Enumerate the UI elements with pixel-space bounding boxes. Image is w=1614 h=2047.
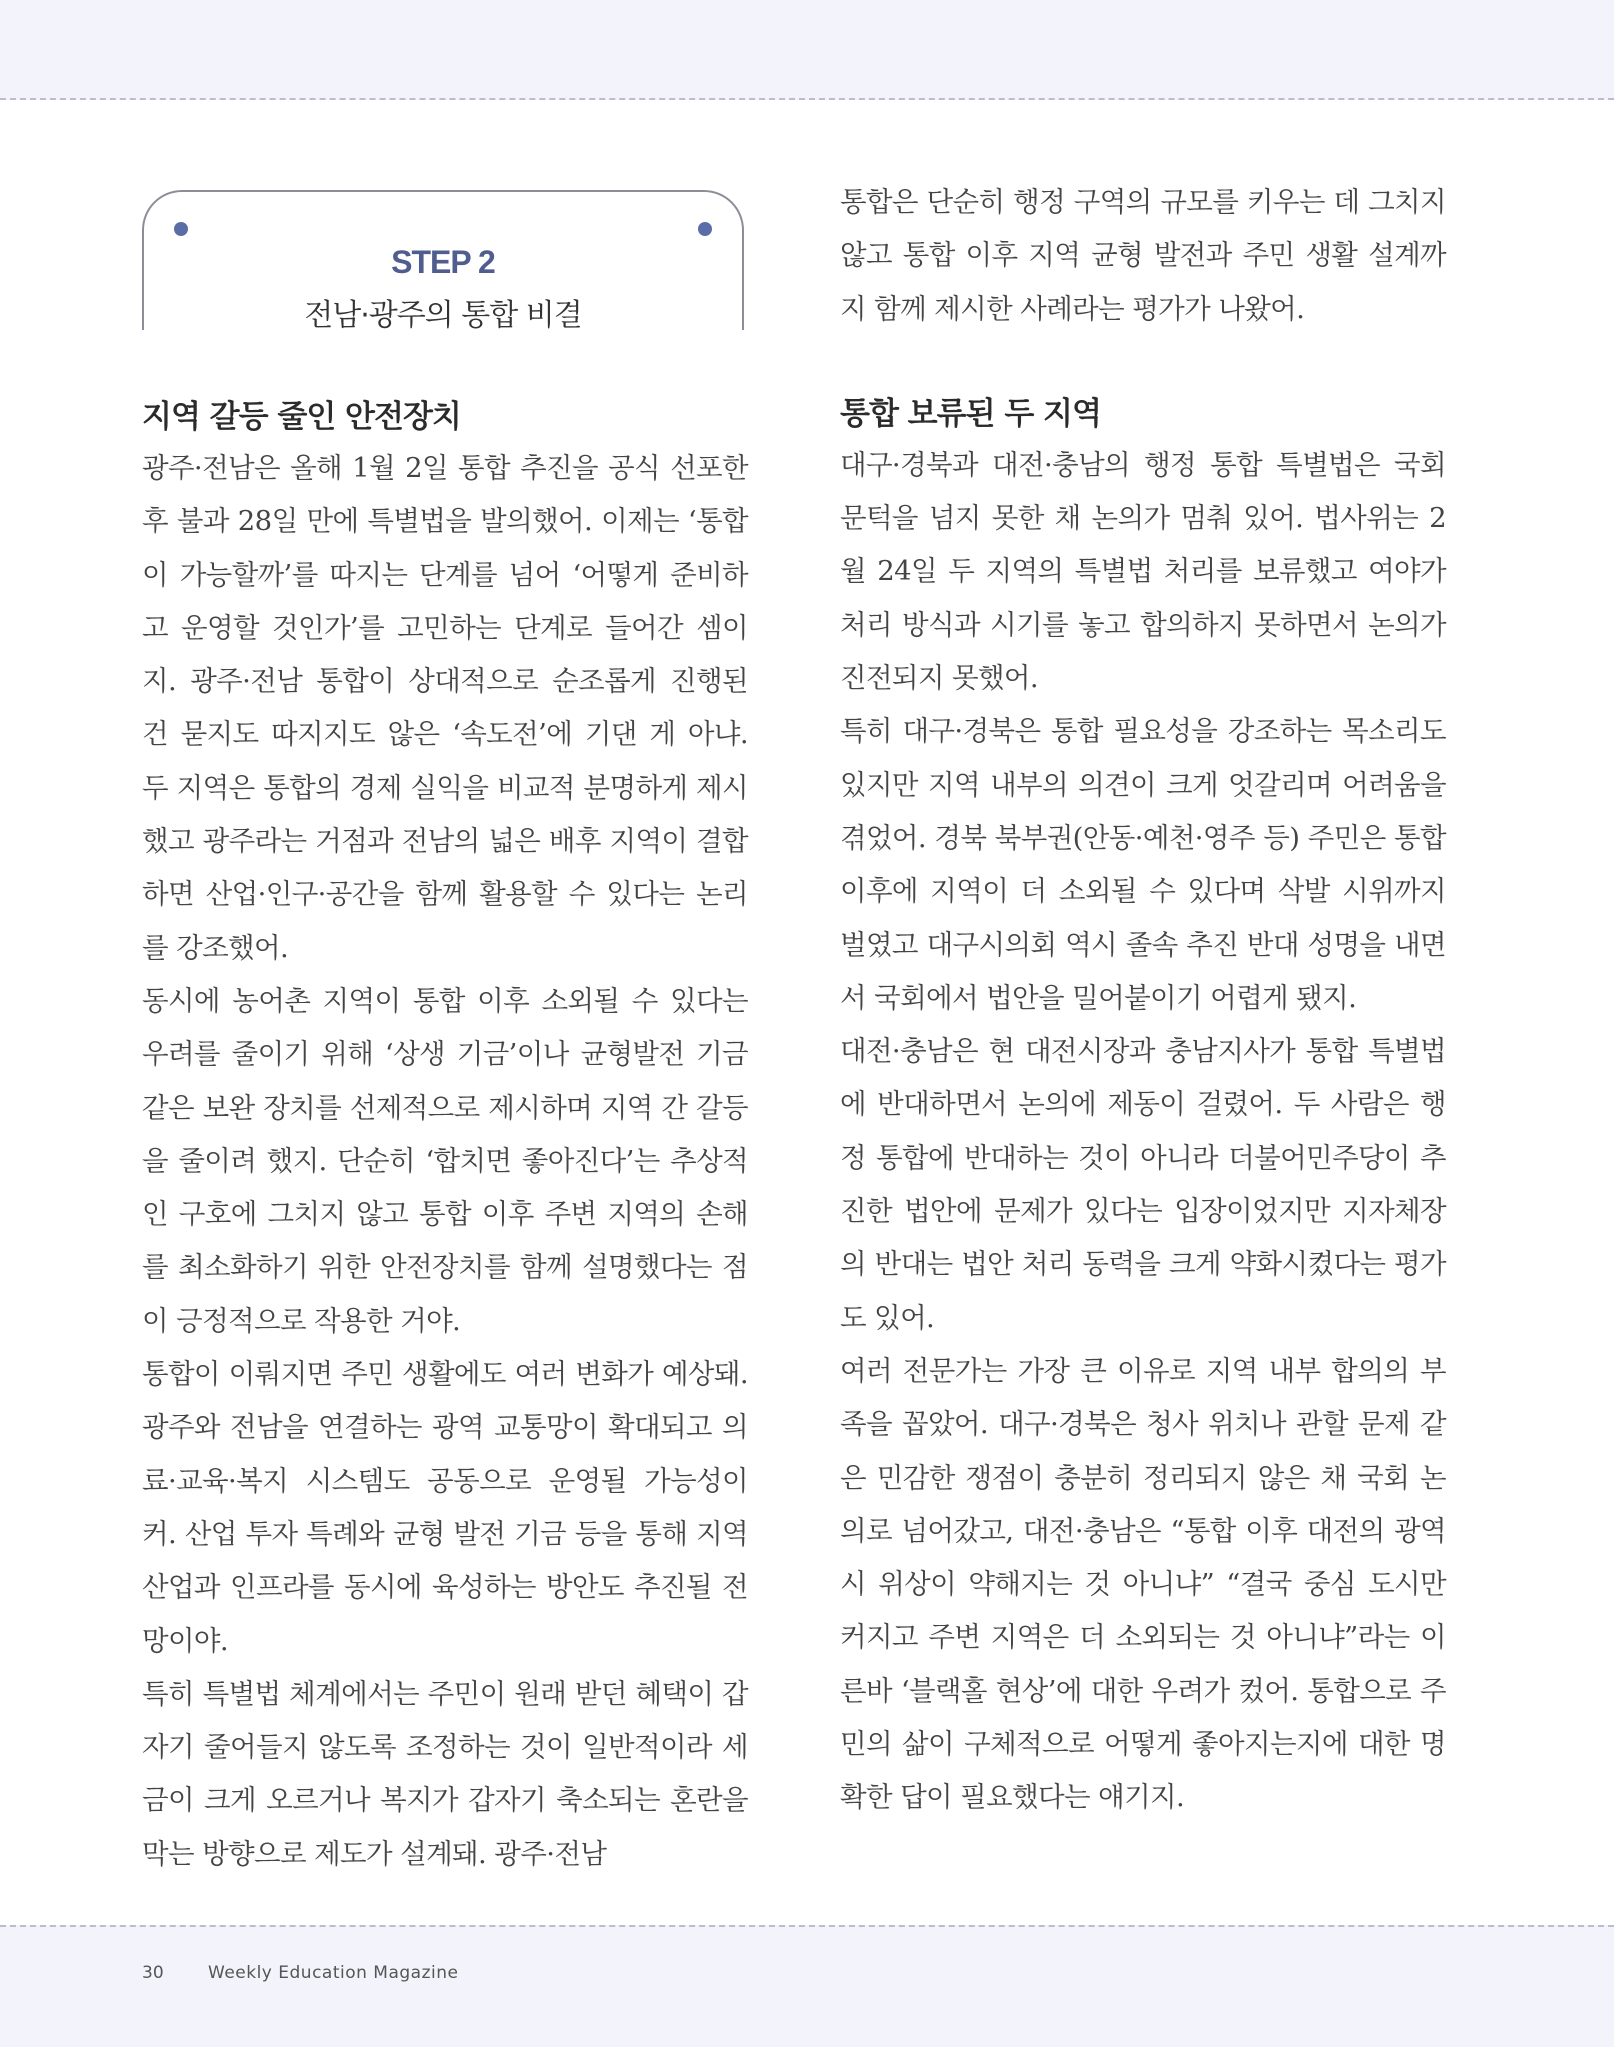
dot-left-icon: [174, 222, 188, 236]
step-title: 전남·광주의 통합 비결: [304, 298, 582, 333]
paragraph: 동시에 농어촌 지역이 통합 이후 소외될 수 있다는 우려를 줄이기 위해 ‘상생 기금’이나 균형발전 기금 같은 보완 장치를 선제적으로 제시하며 지역 간 갈등을 줄이려 했지. 단순히 ‘합치면 좋아진다’는 추상적인 구호에 그치지 않고 통합 이후 주변 지역의 손해를 최소화하기 위한 안전장치를 함께 설명했다는 점이 긍정적으로 작용한 거야.: [142, 984, 748, 1337]
paragraph-intro: 통합은 단순히 행정 구역의 규모를 키우는 데 그치지 않고 통합 이후 지역 균형 발전과 주민 생활 설계까지 함께 제시한 사례라는 평가가 나왔어.: [840, 186, 1446, 325]
page-number: 30: [142, 1963, 164, 1983]
paragraph: 특히 대구·경북은 통합 필요성을 강조하는 목소리도 있지만 지역 내부의 의견이 크게 엇갈리며 어려움을 겪었어. 경북 북부권(안동·예천·영주 등) 주민은 통합 이후에 지역이 더 소외될 수 있다며 삭발 시위까지 벌였고 대구시의회 역시 졸속 추진 반대 성명을 내면서 국회에서 법안을 밀어붙이기 어렵게 됐지.: [840, 715, 1446, 1014]
paragraph: 특히 특별법 체계에서는 주민이 원래 받던 혜택이 갑자기 줄어들지 않도록 조정하는 것이 일반적이라 세금이 크게 오르거나 복지가 갑자기 축소되는 혼란을 막는 방향으로 제도가 설계돼. 광주·전남: [142, 1677, 748, 1870]
magazine-name: Weekly Education Magazine: [208, 1963, 459, 1983]
right-column: [840, 176, 1446, 1825]
paragraph: 대구·경북과 대전·충남의 행정 통합 특별법은 국회 문턱을 넘지 못한 채 논의가 멈춰 있어. 법사위는 2월 24일 두 지역의 특별법 처리를 보류했고 여야가 처리 방식과 시기를 놓고 합의하지 못하면서 논의가 진전되지 못했어.: [840, 448, 1446, 695]
section-heading-left: 지역 갈등 줄인 안전장치: [142, 399, 461, 435]
paragraph: 대전·충남은 현 대전시장과 충남지사가 통합 특별법에 반대하면서 논의에 제동이 걸렸어. 두 사람은 행정 통합에 반대하는 것이 아니라 더불어민주당이 추진한 법안에 문제가 있다는 입장이었지만 지자체장의 반대는 법안 처리 동력을 크게 약화시켰다는 평가도 있어.: [840, 1035, 1446, 1334]
paragraph: 여러 전문가는 가장 큰 이유로 지역 내부 합의의 부족을 꼽았어. 대구·경북은 청사 위치나 관할 문제 같은 민감한 쟁점이 충분히 정리되지 않은 채 국회 논의로 넘어갔고, 대전·충남은 “통합 이후 대전의 광역시 위상이 약해지는 것 아니냐” “결국 중심 도시만 커지고 주변 지역은 더 소외되는 것 아니냐”라는 이른바 ‘블랙홀 현상’에 대한 우려가 컸어. 통합으로 주민의 삶이 구체적으로 어떻게 좋아지는지에 대한 명확한 답이 필요했다는 얘기지.: [840, 1354, 1446, 1814]
paragraph: 광주·전남은 올해 1월 2일 통합 추진을 공식 선포한 후 불과 28일 만에 특별법을 발의했어. 이제는 ‘통합이 가능할까’를 따지는 단계를 넘어 ‘어떻게 준비하고 운영할 것인가’를 고민하는 단계로 들어간 셈이지. 광주·전남 통합이 상대적으로 순조롭게 진행된 건 묻지도 따지지도 않은 ‘속도전’에 기댄 게 아냐. 두 지역은 통합의 경제 실익을 비교적 분명하게 제시했고 광주라는 거점과 전남의 넓은 배후 지역이 결합하면 산업·인구·공간을 함께 활용할 수 있다는 논리를 강조했어.: [142, 452, 748, 964]
bottom-band: [0, 1925, 1614, 2047]
left-column: [142, 392, 748, 1881]
step-box: [142, 190, 744, 333]
section-heading-right: 통합 보류된 두 지역: [840, 395, 1101, 432]
dot-right-icon: [698, 222, 712, 236]
spacer: [840, 336, 1446, 389]
top-band: [0, 0, 1614, 100]
step-label: STEP 2: [391, 244, 495, 280]
paragraph: 통합이 이뤄지면 주민 생활에도 여러 변화가 예상돼. 광주와 전남을 연결하는 광역 교통망이 확대되고 의료·교육·복지 시스템도 공동으로 운영될 가능성이 커. 산업 투자 특례와 균형 발전 기금 등을 통해 지역 산업과 인프라를 동시에 육성하는 방안도 추진될 전망이야.: [142, 1358, 748, 1657]
